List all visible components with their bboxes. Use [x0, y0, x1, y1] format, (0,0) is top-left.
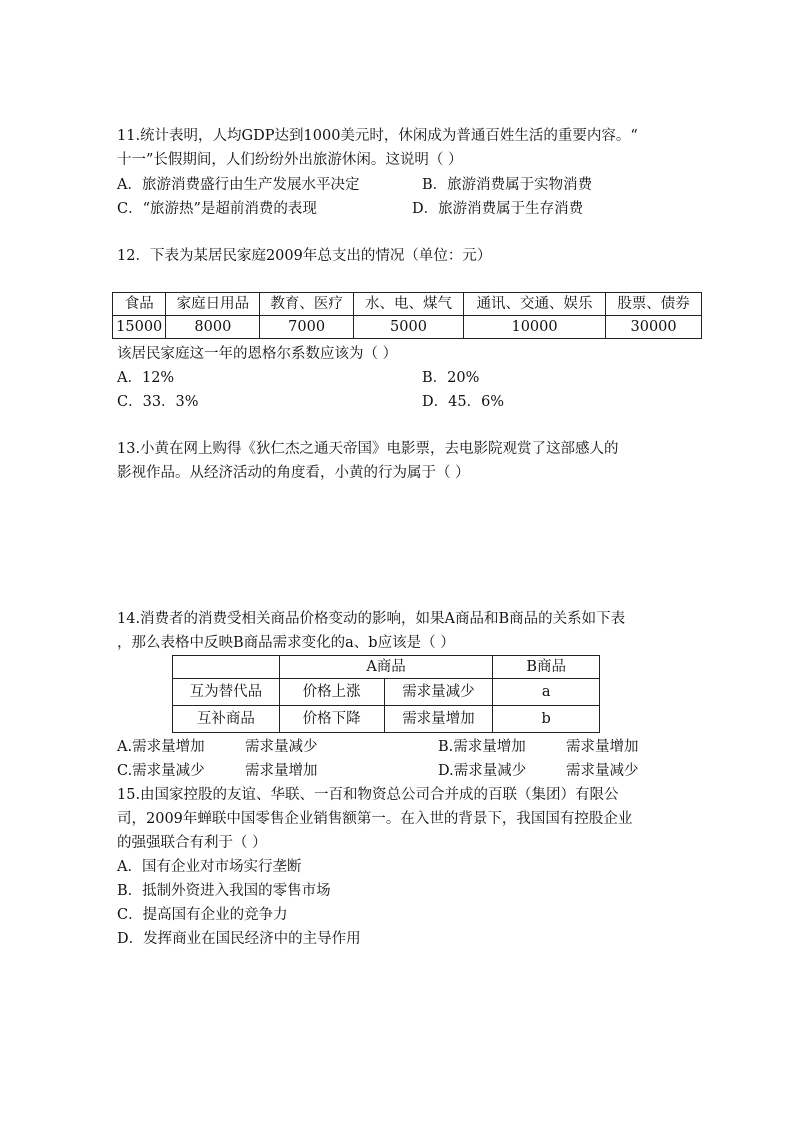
- q13-stem-line1: 13.小黄在网上购得《狄仁杰之通天帝国》电影票，去电影院观赏了这部感人的: [117, 441, 619, 457]
- table-cell: 8000: [166, 316, 260, 339]
- table-cell: a: [493, 679, 600, 706]
- q15-stem-line2: 司，2009年蝉联中国零售企业销售额第一。在入世的背景下，我国国有控股企业: [117, 811, 633, 827]
- table-cell: 15000: [113, 316, 166, 339]
- q14-option-c-b: 需求量增加: [245, 763, 318, 779]
- q14-option-a-b: 需求量减少: [245, 739, 318, 755]
- table-cell: 价格上涨: [279, 679, 384, 706]
- table-cell: 互为替代品: [173, 679, 280, 706]
- table-row: [173, 706, 600, 733]
- table-header-row: [113, 293, 702, 316]
- q14-stem-line2: ，那么表格中反映B商品需求变化的a、b应该是（ ）: [117, 635, 455, 651]
- q12-expenditure-table: [112, 292, 702, 339]
- q15-stem-line1: 15.由国家控股的友谊、华联、一百和物资总公司合并成的百联（集团）有限公: [117, 787, 619, 803]
- q12-option-c: C．33．3%: [117, 394, 199, 410]
- q11-stem-line1: 11.统计表明，人均GDP达到1000美元时，休闲成为普通百姓生活的重要内容。“: [117, 128, 638, 144]
- table-header-row: [173, 656, 600, 679]
- table-header-cell: 通讯、交通、娱乐: [463, 293, 605, 316]
- table-row: [113, 316, 702, 339]
- q11-option-b: B．旅游消费属于实物消费: [422, 177, 593, 193]
- table-cell: 30000: [606, 316, 702, 339]
- q14-option-d: D.需求量减少: [438, 763, 527, 779]
- table-cell: 10000: [463, 316, 605, 339]
- table-header-cell: [173, 656, 280, 679]
- table-header-cell: 股票、债券: [606, 293, 702, 316]
- table-cell: 7000: [260, 316, 354, 339]
- q14-option-d-b: 需求量减少: [566, 763, 639, 779]
- q15-stem-line3: 的强强联合有利于（ ）: [117, 835, 267, 851]
- table-cell: 价格下降: [279, 706, 384, 733]
- table-header-cell: 教育、医疗: [260, 293, 354, 316]
- q12-option-b: B．20%: [422, 370, 480, 386]
- q15-option-a: A．国有企业对市场实行垄断: [117, 859, 302, 875]
- q15-option-c: C．提高国有企业的竞争力: [117, 907, 288, 923]
- q13-stem-line2: 影视作品。从经济活动的角度看，小黄的行为属于（ ）: [117, 465, 470, 481]
- q11-option-a: A．旅游消费盛行由生产发展水平决定: [117, 177, 360, 193]
- q14-relation-table: [172, 655, 600, 733]
- table-cell: b: [493, 706, 600, 733]
- table-cell: 需求量减少: [384, 679, 493, 706]
- q12-stem: 12．下表为某居民家庭2009年总支出的情况（单位：元）: [117, 248, 492, 264]
- q11-stem-line2: 十一”长假期间，人们纷纷外出旅游休闲。这说明（ ）: [117, 152, 463, 168]
- q14-option-b-b: 需求量增加: [566, 739, 639, 755]
- table-cell: 互补商品: [173, 706, 280, 733]
- q11-option-c: C．“旅游热”是超前消费的表现: [117, 201, 317, 217]
- table-header-cell: 食品: [113, 293, 166, 316]
- q12-option-a: A．12%: [117, 370, 175, 386]
- table-header-cell: 水、电、煤气: [354, 293, 464, 316]
- table-row: [173, 679, 600, 706]
- table-header-cell: 家庭日用品: [166, 293, 260, 316]
- q12-option-d: D．45．6%: [422, 394, 505, 410]
- q14-option-b: B.需求量增加: [438, 739, 526, 755]
- table-header-cell: B商品: [493, 656, 600, 679]
- q14-option-c: C.需求量减少: [117, 763, 205, 779]
- q11-option-d: D．旅游消费属于生存消费: [412, 201, 584, 217]
- q15-option-b: B．抵制外资进入我国的零售市场: [117, 883, 331, 899]
- q14-stem-line1: 14.消费者的消费受相关商品价格变动的影响，如果A商品和B商品的关系如下表: [117, 611, 626, 627]
- table-header-cell: A商品: [279, 656, 493, 679]
- q15-option-d: D．发挥商业在国民经济中的主导作用: [117, 931, 361, 947]
- table-cell: 需求量增加: [384, 706, 493, 733]
- q12-question: 该居民家庭这一年的恩格尔系数应该为（ ）: [117, 346, 398, 362]
- q14-option-a: A.需求量增加: [117, 739, 205, 755]
- table-cell: 5000: [354, 316, 464, 339]
